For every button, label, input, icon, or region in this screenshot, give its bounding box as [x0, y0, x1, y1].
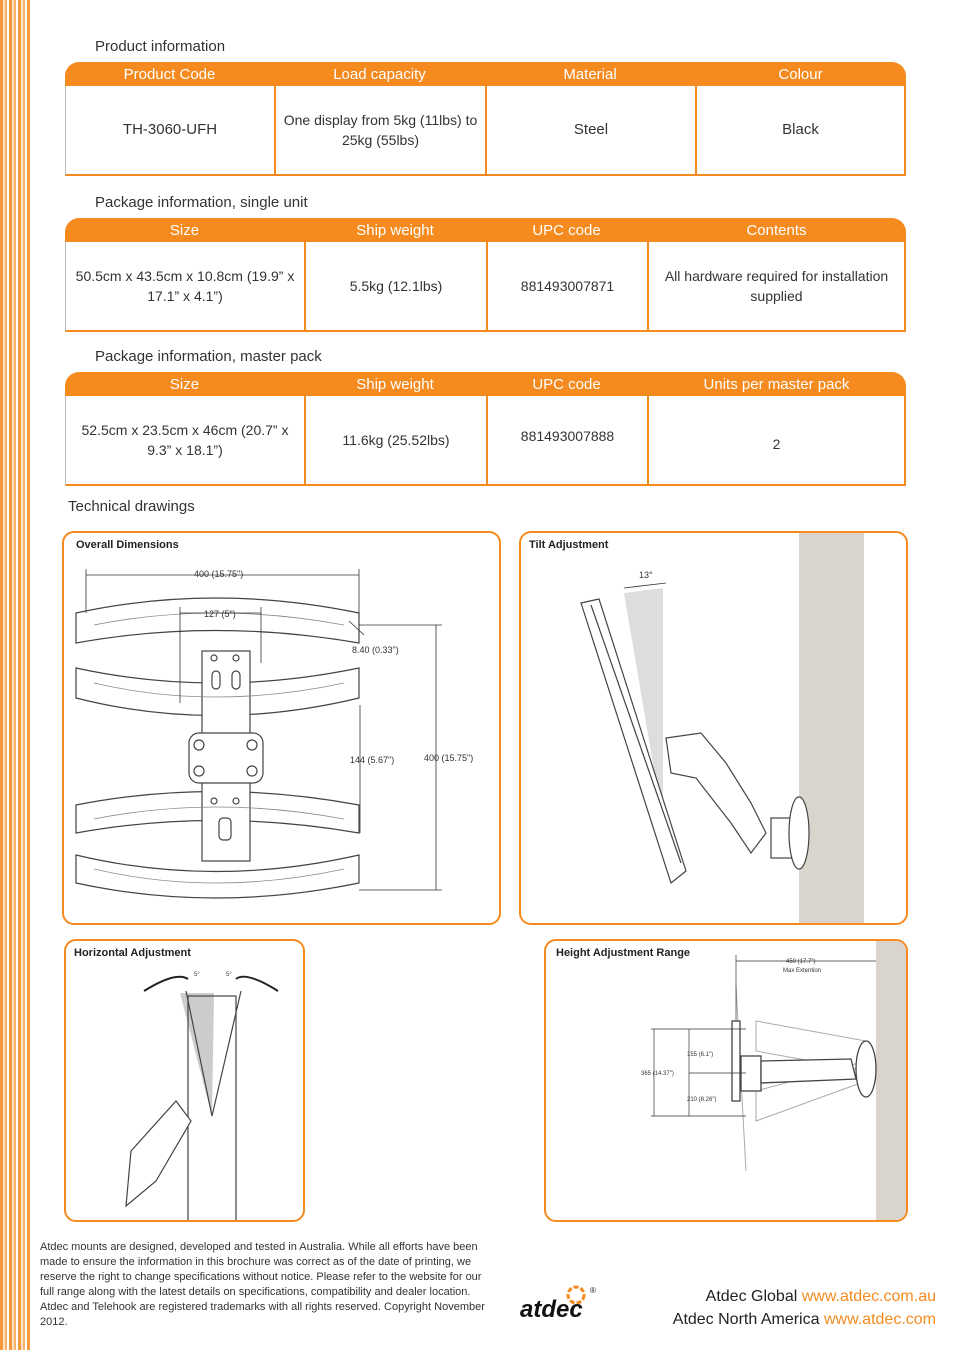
- contact-global: [706, 1288, 936, 1306]
- height-adjustment-drawing: [546, 941, 906, 1220]
- disclaimer: Atdec mounts are designed, developed and tested in Australia. While all efforts have been made to ensure the information in this brochure was correct as of the date of printing, we reserve the right to change specifications without notice. Please refer to the website for our full range along with the latest details on specifications, compatibility and dealer location. Atdec and Telehook are registered trademarks with all rights reserved. Copyright November 2012.: [40, 1241, 485, 1328]
- overall-dimensions-title: Overall Dimensions: [76, 539, 179, 551]
- tilt-adjustment-title: Tilt Adjustment: [529, 539, 609, 551]
- package-single-table: [65, 218, 906, 332]
- total-range-label: 365 (14.37"): [641, 1071, 674, 1077]
- right-angle-label: 5°: [226, 972, 232, 978]
- wall: [876, 941, 906, 1220]
- atdec-logo-mark: [520, 1283, 600, 1328]
- col-header: UPC code: [486, 218, 647, 242]
- up-range-label: 155 (6.1"): [687, 1052, 714, 1058]
- package-master-table: [65, 372, 906, 486]
- col-header: Size: [65, 372, 304, 396]
- contact-north-america: [673, 1311, 936, 1329]
- height-adjustment-panel: [544, 939, 908, 1222]
- col-header: Ship weight: [304, 372, 486, 396]
- col-header: Units per master pack: [647, 372, 906, 396]
- col-header: Size: [65, 218, 304, 242]
- extension-label: 450 (17.7"): [786, 959, 816, 965]
- mid-height-label: 144 (5.67"): [350, 755, 395, 765]
- col-header: Colour: [695, 62, 906, 86]
- logo-text: atdec: [520, 1296, 583, 1323]
- tilt-adjustment-panel: [519, 531, 908, 925]
- tilt-adjustment-drawing: [521, 533, 906, 923]
- product-code: TH-3060-UFH: [65, 86, 274, 176]
- units-per-pack: 2: [647, 396, 906, 486]
- global-url[interactable]: www.atdec.com.au: [801, 1288, 936, 1305]
- decorative-side-stripes: [0, 0, 30, 1350]
- atdec-logo: [520, 1283, 600, 1328]
- product-info-title: Product information: [95, 38, 226, 55]
- ship-weight: 5.5kg (12.1lbs): [304, 242, 486, 332]
- overall-dimensions-drawing: [64, 533, 499, 923]
- svg-text:®: ®: [590, 1286, 596, 1295]
- height-label: 400 (15.75"): [424, 753, 474, 763]
- material: Steel: [485, 86, 695, 176]
- col-header: Material: [485, 62, 695, 86]
- horizontal-adjustment-panel: [64, 939, 305, 1222]
- col-header: Product Code: [65, 62, 274, 86]
- col-header: UPC code: [486, 372, 647, 396]
- size: 52.5cm x 23.5cm x 46cm (20.7” x 9.3” x 18.1”): [65, 396, 304, 486]
- product-info-table: [65, 62, 906, 176]
- horizontal-adjustment-title: Horizontal Adjustment: [74, 947, 191, 959]
- spacing-label: 127 (5"): [204, 609, 236, 619]
- col-header: Contents: [647, 218, 906, 242]
- width-label: 400 (15.75"): [194, 569, 244, 579]
- tilt-angle-label: 13°: [639, 570, 653, 580]
- overall-dimensions-panel: [62, 531, 501, 925]
- na-label: Atdec North America: [672, 1311, 820, 1328]
- technical-drawings-title: Technical drawings: [68, 498, 195, 515]
- colour: Black: [695, 86, 906, 176]
- col-header: Ship weight: [304, 218, 486, 242]
- col-header: Load capacity: [274, 62, 485, 86]
- height-adjustment-title: Height Adjustment Range: [556, 947, 691, 959]
- na-url[interactable]: www.atdec.com: [823, 1311, 936, 1328]
- ship-weight: 11.6kg (25.52lbs): [304, 396, 486, 486]
- contents: All hardware required for installation supplied: [647, 242, 906, 332]
- package-master-title: Package information, master pack: [95, 348, 322, 365]
- wall: [799, 533, 864, 923]
- load-capacity: One display from 5kg (11lbs) to 25kg (55lbs): [274, 86, 485, 176]
- global-label: Atdec Global: [705, 1288, 798, 1305]
- upc-code: 881493007871: [486, 242, 647, 332]
- slot-label: 8.40 (0.33"): [352, 645, 399, 655]
- upc-code: 881493007888: [486, 396, 647, 486]
- size: 50.5cm x 43.5cm x 10.8cm (19.9” x 17.1” x 4.1”): [65, 242, 304, 332]
- down-range-label: 210 (8.26"): [687, 1097, 717, 1103]
- extension-sublabel: Max Extention: [783, 968, 822, 974]
- package-single-title: Package information, single unit: [95, 194, 308, 211]
- horizontal-adjustment-drawing: [66, 941, 303, 1220]
- left-angle-label: 5°: [194, 972, 200, 978]
